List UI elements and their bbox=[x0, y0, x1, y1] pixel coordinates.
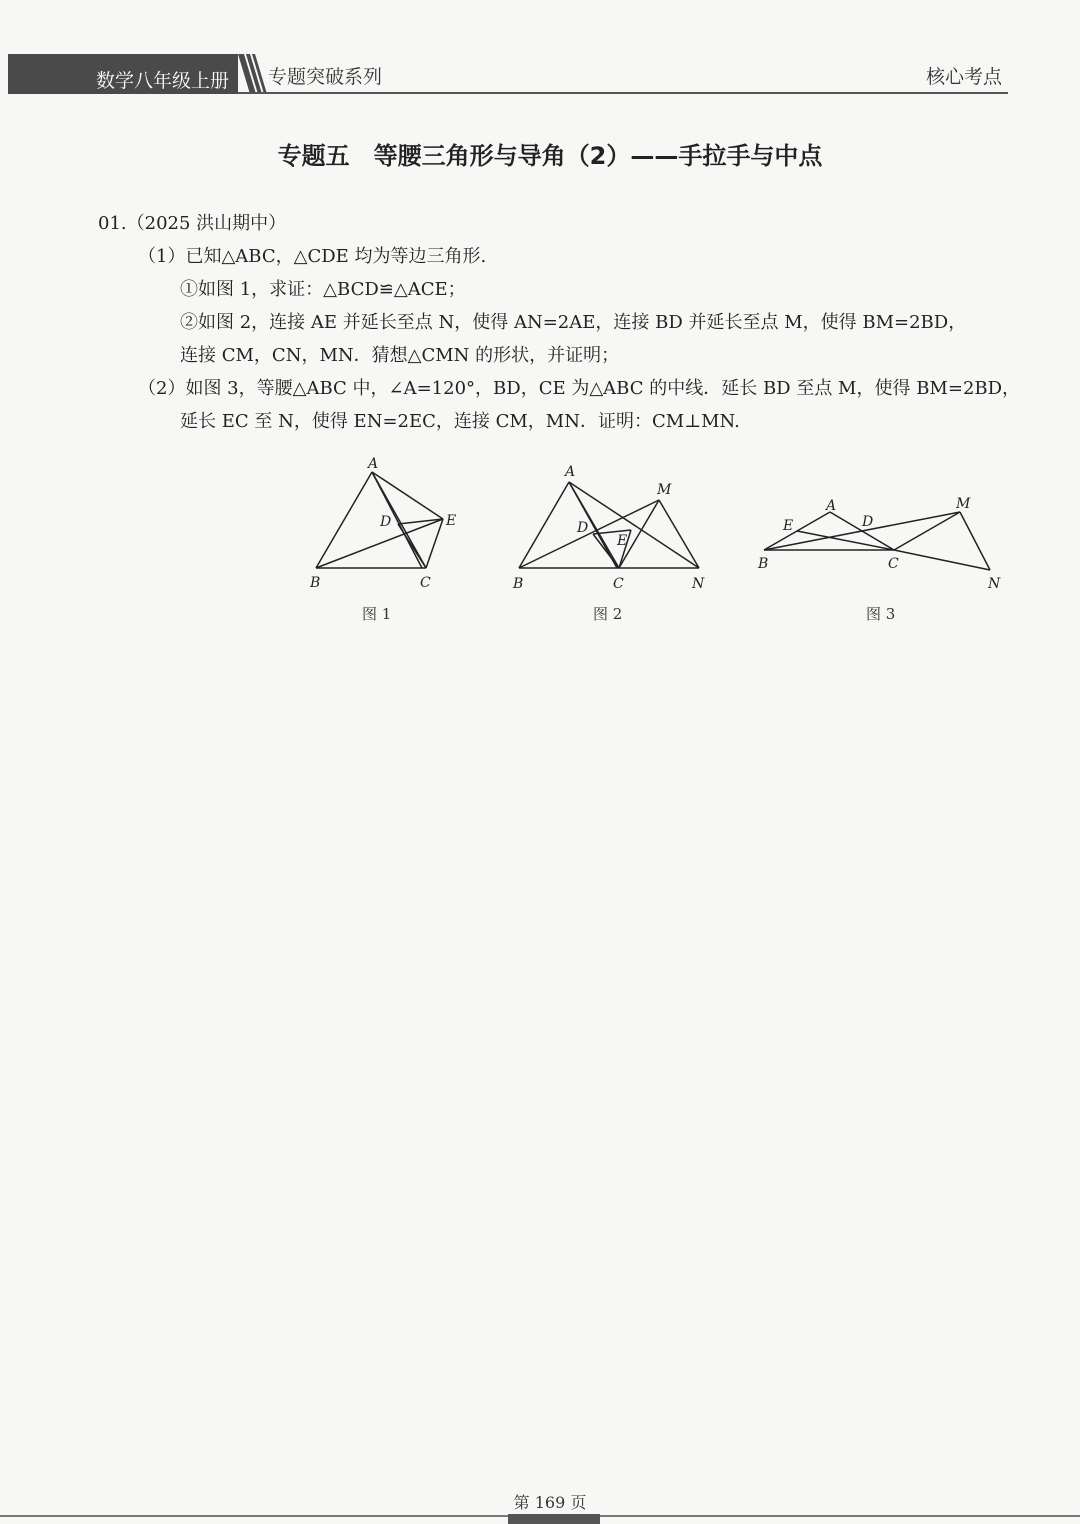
fig2-label-E: E bbox=[617, 533, 628, 549]
header-section-title: 核心考点 bbox=[925, 66, 1002, 88]
fig1-label-C: C bbox=[420, 575, 431, 591]
question-part2-line2: 延长 EC 至 N，使得 EN=2EC，连接 CM，MN．证明：CM⊥MN. bbox=[180, 411, 740, 432]
header-series-title: 专题突破系列 bbox=[268, 66, 383, 88]
fig3-label-E: E bbox=[783, 518, 794, 534]
fig2-label-D: D bbox=[577, 520, 589, 536]
fig2-label-M: M bbox=[657, 482, 672, 498]
question-part1-b-line1: ②如图 2，连接 AE 并延长至点 N，使得 AN=2AE，连接 BD 并延长至点 M，使得 BM=2BD， bbox=[180, 312, 967, 333]
question-part2-line1: （2）如图 3，等腰△ABC 中，∠A=120°，BD，CE 为△ABC 的中线．延长 BD 至点 M，使得 BM=2BD， bbox=[138, 378, 1021, 399]
figure-1 bbox=[300, 452, 470, 592]
figure-1-caption: 图 1 bbox=[362, 605, 392, 623]
header-book-band bbox=[8, 54, 238, 94]
fig1-label-E: E bbox=[446, 513, 457, 529]
footer-tab bbox=[508, 1514, 600, 1524]
figure-3-diagram bbox=[750, 490, 1010, 595]
fig1-label-B: B bbox=[310, 575, 321, 591]
fig3-label-N: N bbox=[988, 576, 1001, 592]
fig1-label-A: A bbox=[368, 456, 379, 472]
question-part1-a: ①如图 1，求证：△BCD≌△ACE； bbox=[180, 279, 466, 300]
fig2-label-B: B bbox=[513, 576, 524, 592]
fig3-label-A: A bbox=[826, 498, 837, 514]
figure-2-diagram bbox=[505, 460, 715, 595]
fig2-label-A: A bbox=[565, 464, 576, 480]
fig3-label-B: B bbox=[758, 556, 769, 572]
page-header bbox=[8, 50, 1008, 96]
figure-3 bbox=[750, 490, 1010, 595]
question-number: 01.（2025 洪山期中） bbox=[98, 213, 287, 234]
fig3-label-D: D bbox=[862, 514, 874, 530]
figure-1-diagram bbox=[300, 452, 470, 592]
question-part1-intro: （1）已知△ABC，△CDE 均为等边三角形. bbox=[138, 246, 487, 267]
header-rule bbox=[238, 92, 1008, 94]
header-book-title: 数学八年级上册 bbox=[96, 70, 230, 92]
header-slash-decoration bbox=[234, 50, 270, 96]
figure-2 bbox=[505, 460, 715, 595]
figure-2-caption: 图 2 bbox=[593, 605, 623, 623]
fig2-label-N: N bbox=[692, 576, 705, 592]
page-title: 专题五 等腰三角形与导角（2）——手拉手与中点 bbox=[277, 142, 823, 170]
fig2-label-C: C bbox=[613, 576, 624, 592]
question-part1-b-line2: 连接 CM，CN，MN．猜想△CMN 的形状，并证明； bbox=[180, 345, 620, 366]
page-number: 第 169 页 bbox=[513, 1493, 587, 1512]
figure-3-caption: 图 3 bbox=[866, 605, 896, 623]
fig1-label-D: D bbox=[380, 514, 392, 530]
fig3-label-M: M bbox=[956, 496, 971, 512]
fig3-label-C: C bbox=[888, 556, 899, 572]
